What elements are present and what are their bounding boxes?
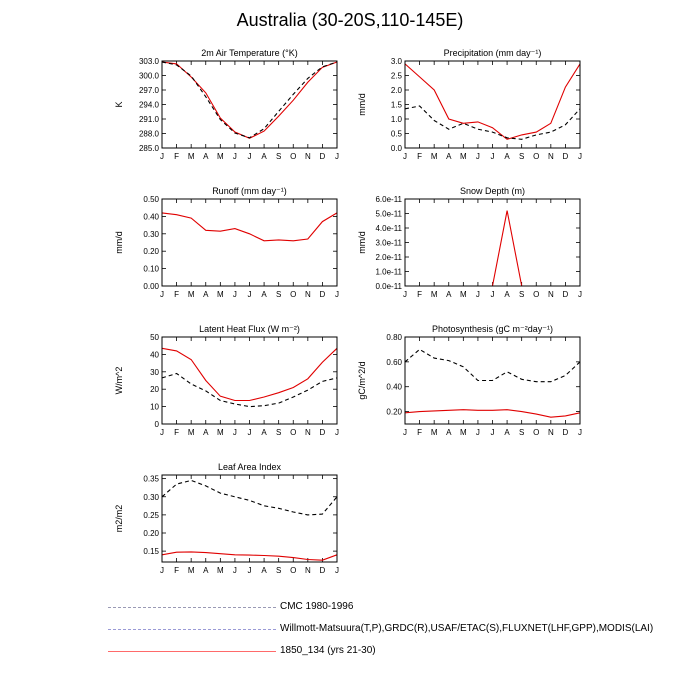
x-tick-label: N [304,428,311,437]
x-tick-label: J [578,428,582,437]
series-line [405,349,580,381]
y-tick-label: 300.0 [138,71,159,81]
x-tick-label: J [247,428,252,437]
x-tick-label: J [335,152,339,161]
y-tick-label: 30 [150,367,159,377]
y-tick-label: 0.0e-11 [375,282,402,291]
y-tick-label: 0.5 [390,129,402,139]
x-tick-label: M [187,290,195,299]
x-tick-label: A [261,566,267,575]
series-line [162,374,337,407]
y-tick-label: 0.15 [143,547,159,557]
x-tick-label: J [578,152,582,161]
chart-panel [357,48,582,161]
x-tick-label: J [578,290,582,299]
x-tick-label: A [203,290,209,299]
y-tick-label: 0.35 [143,474,159,484]
x-tick-label: A [261,290,267,299]
x-tick-label: F [417,428,423,437]
x-tick-label: D [319,428,326,437]
y-tick-label: 1.0e-11 [375,267,402,277]
x-tick-label: D [319,290,326,299]
y-tick-label: 0.20 [143,247,159,257]
x-tick-label: M [187,152,195,161]
x-tick-label: J [232,566,237,575]
x-tick-label: J [232,152,237,161]
x-tick-label: D [319,152,326,161]
x-tick-label: N [547,290,554,299]
y-tick-label: 0.50 [143,195,159,204]
x-tick-label: M [430,428,438,437]
y-tick-label: 0 [154,420,159,429]
series-line [405,64,580,139]
series-line [405,410,580,418]
panel-title: Precipitation (mm day⁻¹) [443,48,542,58]
panel-title: Photosynthesis (gC m⁻²day⁻¹) [431,324,554,334]
legend-label: 1850_134 (yrs 21-30) [280,645,376,656]
x-tick-label: A [504,428,510,437]
x-tick-label: O [533,152,540,161]
x-tick-label: N [304,290,311,299]
x-tick-label: J [232,290,237,299]
x-tick-label: N [547,152,554,161]
x-tick-label: J [475,290,480,299]
y-tick-label: 6.0e-11 [375,195,402,204]
y-tick-label: 0.20 [386,407,402,417]
x-tick-label: M [459,428,467,437]
y-axis-label: mm/d [357,231,367,254]
x-tick-label: J [403,428,407,437]
y-tick-label: 4.0e-11 [375,224,402,233]
y-tick-label: 0.00 [143,282,159,291]
x-tick-label: O [290,290,297,299]
x-tick-label: O [533,290,540,299]
x-tick-label: N [547,428,554,437]
y-tick-label: 297.0 [138,86,159,95]
y-axis-label: mm/d [357,93,367,116]
x-tick-label: S [518,428,525,437]
x-tick-label: J [403,152,407,161]
y-tick-label: 0.40 [386,382,402,392]
x-tick-label: M [216,566,224,575]
series-line [162,480,337,515]
y-tick-label: 1.0 [390,115,402,124]
x-tick-label: J [247,566,252,575]
x-tick-label: M [187,428,195,437]
y-tick-label: 50 [150,333,159,342]
x-tick-label: F [417,152,423,161]
chart-panel [357,324,582,437]
x-tick-label: J [160,428,164,437]
series-line [405,106,580,139]
x-tick-label: J [160,566,164,575]
x-tick-label: O [533,428,540,437]
x-tick-label: F [417,290,423,299]
y-tick-label: 0.10 [143,264,159,274]
x-tick-label: S [275,152,282,161]
legend-label: CMC 1980-1996 [280,601,354,612]
chart-panel [114,48,339,161]
x-tick-label: J [160,290,164,299]
y-tick-label: 40 [150,350,159,360]
x-tick-label: M [459,152,467,161]
x-tick-label: J [490,290,495,299]
x-tick-label: J [335,566,339,575]
y-tick-label: 2.0 [390,86,402,95]
panel-title: Runoff (mm day⁻¹) [212,186,287,196]
x-tick-label: A [203,566,209,575]
x-tick-label: S [275,290,282,299]
plot-frame [162,475,337,562]
x-tick-label: A [446,428,452,437]
plot-frame [162,337,337,424]
x-tick-label: A [261,152,267,161]
y-tick-label: 0.80 [386,333,402,342]
y-tick-label: 20 [150,385,159,395]
x-tick-label: J [247,152,252,161]
y-tick-label: 2.0e-11 [375,253,402,262]
x-tick-label: A [446,290,452,299]
x-tick-label: S [518,152,525,161]
y-tick-label: 1.5 [390,100,402,110]
y-tick-label: 291.0 [138,115,159,124]
y-tick-label: 0.60 [386,357,402,367]
x-tick-label: J [403,290,407,299]
series-line [162,213,337,241]
legend-swatch [108,651,276,652]
x-tick-label: A [261,428,267,437]
y-tick-label: 2.5 [390,71,402,81]
x-tick-label: M [430,290,438,299]
y-tick-label: 0.0 [390,144,402,153]
plot-frame [405,61,580,148]
x-tick-label: D [562,152,569,161]
x-tick-label: M [216,428,224,437]
y-tick-label: 0.25 [143,510,159,520]
x-tick-label: O [290,152,297,161]
y-tick-label: 0.30 [143,492,159,502]
x-tick-label: J [475,152,480,161]
x-tick-label: J [335,428,339,437]
x-tick-label: J [475,428,480,437]
legend-swatch [108,629,276,630]
y-tick-label: 288.0 [138,129,159,139]
x-tick-label: F [174,290,180,299]
y-tick-label: 3.0e-11 [375,238,402,248]
x-tick-label: M [216,152,224,161]
x-tick-label: A [203,152,209,161]
x-tick-label: D [562,290,569,299]
y-axis-label: K [114,101,124,108]
chart-panel [114,186,339,299]
y-axis-label: gC/m^2/d [357,361,367,400]
x-tick-label: F [174,566,180,575]
x-tick-label: N [304,152,311,161]
series-line [162,62,337,138]
y-axis-label: mm/d [114,231,124,254]
x-tick-label: J [490,428,495,437]
x-tick-label: M [459,290,467,299]
series-line [162,348,337,400]
x-tick-label: J [160,152,164,161]
figure-title: Australia (30-20S,110-145E) [236,10,464,30]
y-tick-label: 10 [150,402,159,412]
y-tick-label: 294.0 [138,100,159,110]
x-tick-label: J [335,290,339,299]
x-tick-label: S [275,566,282,575]
chart-panel [114,462,339,575]
x-tick-label: J [232,428,237,437]
x-tick-label: M [430,152,438,161]
x-tick-label: A [504,152,510,161]
panel-title: Leaf Area Index [217,462,282,472]
x-tick-label: S [518,290,525,299]
chart-panel [114,324,339,437]
y-axis-label: m2/m2 [114,504,124,533]
x-tick-label: A [203,428,209,437]
panel-title: 2m Air Temperature (°K) [201,48,298,58]
y-tick-label: 0.40 [143,212,159,222]
panel-title: Snow Depth (m) [459,186,526,196]
series-line [405,211,580,286]
x-tick-label: J [247,290,252,299]
x-tick-label: O [290,566,297,575]
y-tick-label: 0.30 [143,229,159,239]
x-tick-label: J [490,152,495,161]
x-tick-label: D [319,566,326,575]
y-tick-label: 5.0e-11 [375,209,402,219]
legend-swatch [108,607,276,608]
x-tick-label: M [216,290,224,299]
y-tick-label: 303.0 [138,57,159,66]
chart-panel [357,186,582,299]
x-tick-label: O [290,428,297,437]
y-tick-label: 0.20 [143,529,159,538]
x-tick-label: A [504,290,510,299]
y-axis-label: W/m^2 [114,366,124,395]
y-tick-label: 285.0 [138,144,159,153]
plot-frame [405,199,580,286]
x-tick-label: S [275,428,282,437]
plot-frame [162,199,337,286]
x-tick-label: F [174,428,180,437]
legend-label: Willmott-Matsuura(T,P),GRDC(R),USAF/ETAC(S),FLUXNET(LHF,GPP),MODIS(LAI) [280,623,654,634]
x-tick-label: N [304,566,311,575]
x-tick-label: D [562,428,569,437]
panel-title: Latent Heat Flux (W m⁻²) [199,324,300,334]
y-tick-label: 3.0 [390,57,402,66]
x-tick-label: M [187,566,195,575]
x-tick-label: F [174,152,180,161]
x-tick-label: A [446,152,452,161]
